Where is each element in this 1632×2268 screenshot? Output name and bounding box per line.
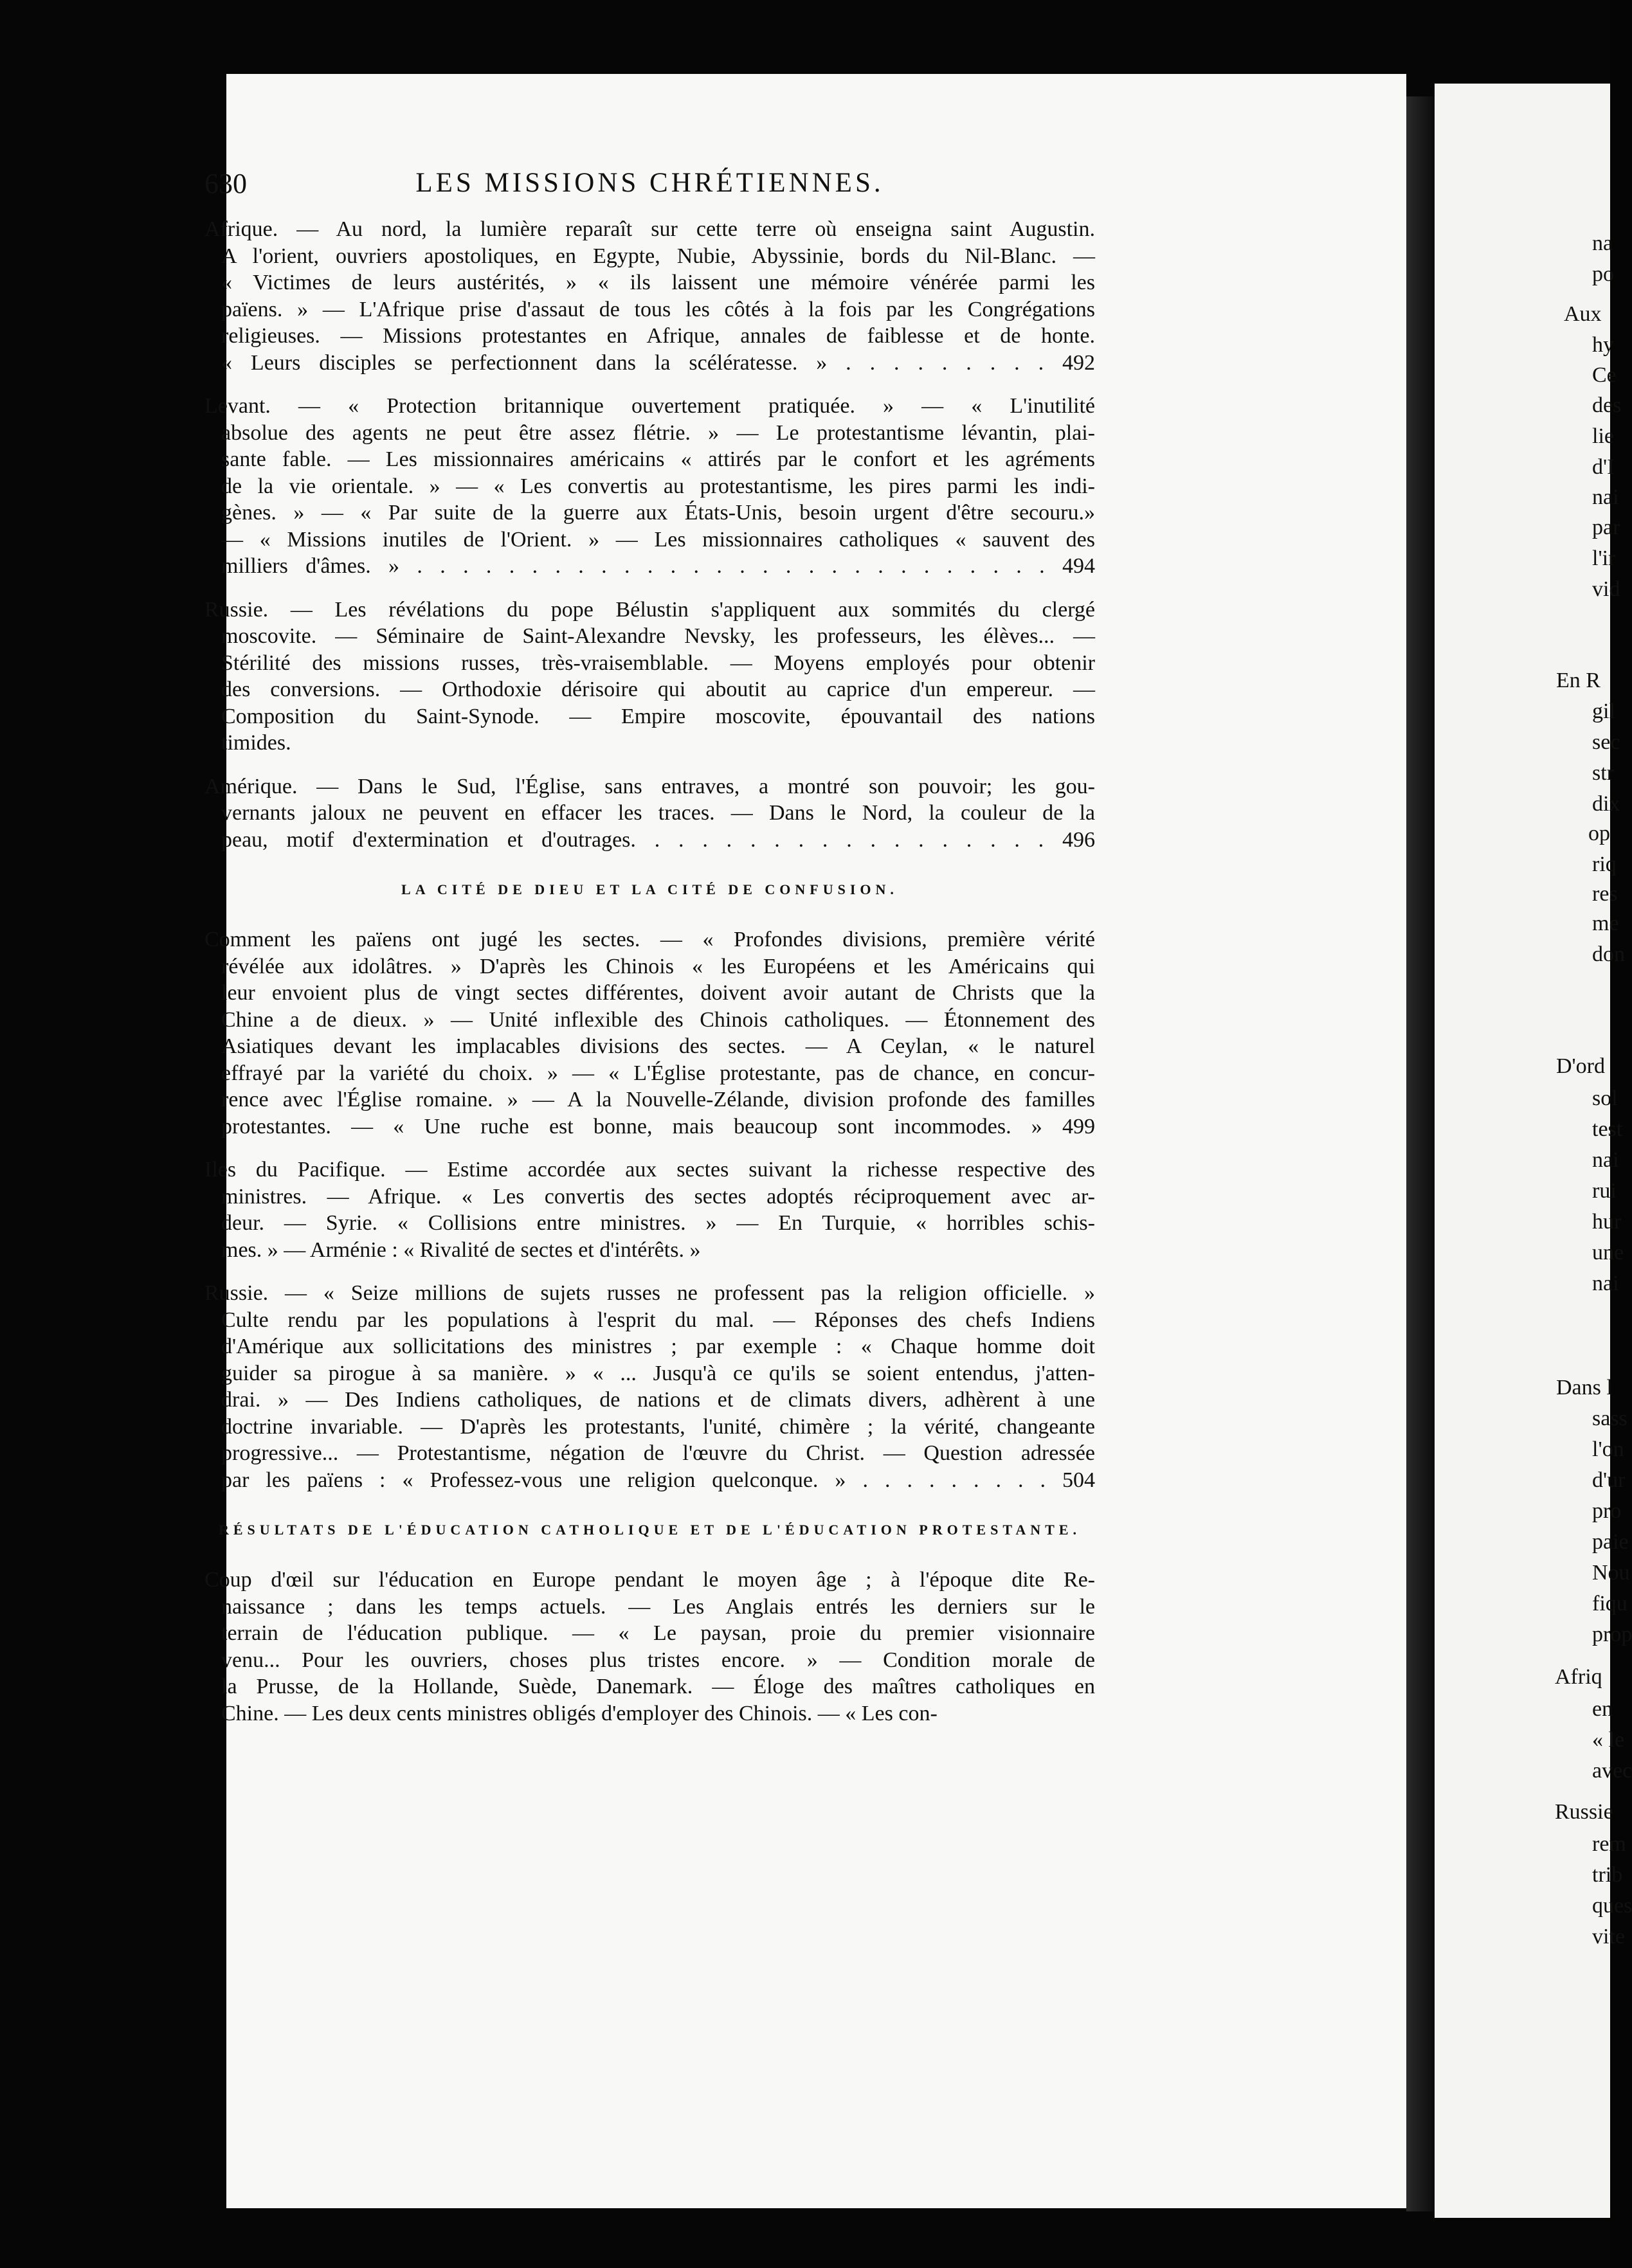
entry-line [204, 1280, 1095, 1307]
entry-text: la Prusse, de la Hollande, Suède, Danemark. — Éloge des maîtres catholiques en [221, 1675, 1095, 1698]
entry-line [204, 526, 1095, 554]
entry-text: Russie. — « Seize millions de sujets russes ne professent pas la religion officielle. » [204, 1281, 1095, 1305]
facing-page-fragment: riq [1592, 852, 1617, 876]
entry-text: Stérilité des missions russes, très-vraisemblable. — Moyens employés pour obtenir [221, 651, 1095, 675]
entry-text: Culte rendu par les populations à l'esprit du mal. — Réponses des chefs Indiens [221, 1308, 1095, 1332]
facing-page-fragment: l'on [1592, 1437, 1624, 1461]
facing-page-fragment: l'ir [1592, 546, 1616, 570]
list-item [204, 926, 1095, 1140]
entry-line [204, 1307, 1095, 1334]
facing-page-fragment: lie [1592, 424, 1614, 448]
list-item [204, 1156, 1095, 1263]
entry-line [204, 296, 1095, 323]
facing-page-fragment: sec [1592, 730, 1620, 754]
entry-line [204, 1156, 1095, 1184]
entry-text: païens. » — L'Afrique prise d'assaut de tous les côtés à la fois par les Congrégations [221, 297, 1095, 321]
entry-text: Coup d'œil sur l'éducation en Europe pendant le moyen âge ; à l'époque dite Re- [204, 1568, 1095, 1592]
facing-page-fragment: dix [1592, 792, 1620, 816]
entry-page-number: 494 [1062, 554, 1095, 578]
entry-text: protestantes. — « Une ruche est bonne, mais beaucoup sont incommodes. » [221, 1114, 1042, 1138]
facing-page-fragment: na [1592, 231, 1613, 255]
entry-page-number: 499 [1062, 1114, 1095, 1138]
entry-line [204, 1210, 1095, 1237]
facing-page-fragment: En R [1556, 669, 1600, 692]
entry-line [204, 1007, 1095, 1034]
facing-page-fragment: vid [1592, 577, 1620, 601]
list-item [204, 773, 1095, 854]
entry-text: moscovite. — Séminaire de Saint-Alexandre Nevsky, les professeurs, les élèves... — [221, 624, 1095, 648]
entry-text: Chine. — Les deux cents ministres obligés d'employer des Chinois. — « Les con- [221, 1701, 938, 1725]
list-item [204, 1567, 1095, 1727]
entry-text: terrain de l'éducation publique. — « Le paysan, proie du premier visionnaire [221, 1621, 1095, 1645]
entry-text: gènes. » — « Par suite de la guerre aux États-Unis, besoin urgent d'être secouru.» [221, 501, 1095, 525]
entry-text: naissance ; dans les temps actuels. — Les Anglais entrés les derniers sur le [221, 1594, 1095, 1619]
entry-line [204, 473, 1095, 500]
entry-text: Amérique. — Dans le Sud, l'Église, sans entraves, a montré son pouvoir; les gou- [204, 774, 1095, 798]
facing-page-fragment: Russie [1555, 1800, 1613, 1824]
entry-text: ministres. — Afrique. « Les convertis des sectes adoptés réciproquement avec ar- [221, 1184, 1095, 1209]
facing-page-fragment: hur [1592, 1210, 1622, 1234]
facing-page-fragment: paie [1592, 1530, 1629, 1554]
facing-page-fragment: par [1592, 516, 1620, 539]
entry-line [204, 597, 1095, 624]
facing-page-fragment: avec [1592, 1759, 1632, 1783]
entry-text: religieuses. — Missions protestantes en Afrique, annales de faiblesse et de honte. [221, 324, 1095, 348]
facing-page-fragment: rui [1592, 1179, 1617, 1203]
entry-line [204, 800, 1095, 827]
entry-line [204, 1414, 1095, 1441]
entry-line [204, 1113, 1095, 1140]
entry-text: deur. — Syrie. « Collisions entre ministres. » — En Turquie, « horribles schis- [221, 1211, 1095, 1235]
entry-line [204, 1360, 1095, 1387]
entry-text: drai. » — Des Indiens catholiques, de nations et de climats divers, adhèrent à une [221, 1388, 1095, 1412]
entry-line [204, 1673, 1095, 1700]
entry-line [204, 1387, 1095, 1414]
entry-text: guider sa pirogue à sa manière. » « ... Jusqu'à ce qu'ils se soient entendus, j'atten- [221, 1361, 1095, 1385]
entry-line [204, 1237, 1095, 1264]
entry-line [204, 323, 1095, 350]
entry-page-number: 504 [1062, 1468, 1095, 1492]
entry-line [204, 1700, 1095, 1727]
entry-line [204, 1333, 1095, 1360]
facing-page-fragment: rem [1592, 1832, 1626, 1856]
entry-line [204, 623, 1095, 650]
entry-line [204, 730, 1095, 757]
entry-line [204, 446, 1095, 473]
entry-text: sante fable. — Les missionnaires américains « attirés par le confort et les agréments [221, 447, 1095, 471]
entry-text: Chine a de dieux. » — Unité inflexible des Chinois catholiques. — Étonnement des [221, 1007, 1095, 1032]
entry-text: venu... Pour les ouvriers, choses plus tristes encore. » — Condition morale de [221, 1648, 1095, 1672]
entry-line [204, 773, 1095, 800]
entry-text: doctrine invariable. — D'après les protestants, l'unité, chimère ; la vérité, changeante [221, 1414, 1095, 1439]
entry-text: de la vie orientale. » — « Les convertis au protestantisme, les pires parmi les indi- [221, 474, 1095, 498]
facing-page-fragment: hy [1592, 333, 1614, 357]
entry-line [204, 1620, 1095, 1647]
entry-text: mes. » — Arménie : « Rivalité de sectes et d'intérêts. » [221, 1238, 701, 1262]
facing-page-fragment: me [1592, 912, 1619, 935]
facing-page-fragment: str [1592, 761, 1614, 785]
facing-page-fragment: don [1592, 942, 1625, 966]
entry-text: « Leurs disciples se perfectionnent dans la scélératesse. » . . . . . . . . . [221, 350, 1044, 375]
entry-line [204, 500, 1095, 526]
entry-text: rence avec l'Église romaine. » — A la Nouvelle-Zélande, division profonde des familles [221, 1088, 1095, 1112]
facing-page-fragment: trib [1592, 1863, 1623, 1887]
section-title: LA CITÉ DE DIEU ET LA CITÉ DE CONFUSION. [401, 881, 898, 897]
facing-page-fragment: Nou [1592, 1561, 1630, 1585]
entry-line [204, 1060, 1095, 1087]
entry-text: Asiatiques devant les implacables divisions des sectes. — A Ceylan, « le naturel [221, 1034, 1095, 1058]
entry-text: A l'orient, ouvriers apostoliques, en Egypte, Nubie, Abyssinie, bords du Nil-Blanc. — [221, 244, 1095, 268]
entry-line [204, 269, 1095, 296]
entry-text: leur envoient plus de vingt sectes différentes, doivent avoir autant de Christs que la [221, 981, 1095, 1005]
facing-page-fragment: pro [1592, 1499, 1622, 1523]
facing-page-fragment: po [1592, 262, 1614, 286]
facing-page-fragment: Ce [1592, 363, 1617, 387]
running-title: LES MISSIONS CHRÉTIENNES. [415, 168, 884, 198]
entry-text: timides. [221, 731, 291, 755]
entry-text: « Victimes de leurs austérités, » « ils laissent une mémoire vénérée parmi les [221, 271, 1095, 294]
entry-text: Russie. — Les révélations du pope Bélustin s'appliquent aux sommités du clergé [204, 597, 1095, 622]
entry-text: effrayé par la variété du choix. » — « L'Église protestante, pas de chance, en concur- [221, 1061, 1095, 1085]
facing-page-fragment: nai [1592, 1148, 1619, 1172]
table-of-contents [204, 216, 1095, 1743]
book-gutter [1406, 96, 1435, 2211]
entry-text: Afrique. — Au nord, la lumière reparaît sur cette terre où enseigna saint Augustin. [204, 217, 1095, 241]
entry-text: Composition du Saint-Synode. — Empire moscovite, épouvantail des nations [221, 704, 1095, 728]
facing-page-fragment: Dans l [1556, 1376, 1613, 1400]
facing-page-fragment: res [1592, 882, 1618, 906]
facing-page-fragment: en [1592, 1697, 1613, 1721]
entry-line [204, 553, 1095, 580]
entry-line [204, 1086, 1095, 1113]
facing-page-fragment: Aux [1564, 302, 1602, 326]
entry-line [204, 420, 1095, 447]
list-item [204, 393, 1095, 580]
entry-line [204, 1647, 1095, 1674]
entry-line [204, 1184, 1095, 1210]
list-item [204, 216, 1095, 376]
facing-page-fragment: des [1592, 393, 1622, 417]
entry-text: des conversions. — Orthodoxie dérisoire qui aboutit au caprice d'un empereur. — [221, 678, 1095, 701]
entry-line [204, 350, 1095, 377]
facing-page-fragment: ques [1592, 1894, 1632, 1918]
list-item [204, 1280, 1095, 1493]
facing-page-fragment: fiqu [1592, 1592, 1627, 1616]
facing-page-fragment: vite [1592, 1925, 1625, 1949]
facing-page-fragment: d'ur [1592, 1468, 1626, 1492]
entry-text: d'Amérique aux sollicitations des ministres ; par exemple : « Chaque homme doit [221, 1335, 1095, 1358]
facing-page-fragment: Afriq [1555, 1665, 1602, 1689]
facing-page-fragment: op [1588, 822, 1610, 845]
entry-text: peau, motif d'extermination et d'outrages. . . . . . . . . . . . . . . . . . [221, 827, 1044, 852]
entry-line [204, 1033, 1095, 1060]
facing-page-fragment: prop [1592, 1623, 1632, 1646]
facing-page [1435, 84, 1632, 2218]
list-item [204, 597, 1095, 757]
entry-line [204, 676, 1095, 703]
facing-page-fragment: sol [1592, 1086, 1618, 1110]
entry-line [204, 1567, 1095, 1594]
entry-line [204, 216, 1095, 243]
entry-text: Comment les païens ont jugé les sectes. — « Profondes divisions, première vérité [204, 928, 1095, 951]
entry-line [204, 953, 1095, 980]
facing-page-fragment: une [1592, 1241, 1624, 1264]
page-number: 630 [204, 168, 247, 199]
entry-line [204, 926, 1095, 953]
facing-page-fragment: « le [1592, 1728, 1625, 1752]
entry-text: absolue des agents ne peut être assez flétrie. » — Le protestantisme lévantin, plai- [221, 420, 1095, 445]
entry-text: vernants jaloux ne peuvent en effacer les traces. — Dans le Nord, la couleur de la [221, 801, 1095, 825]
entry-line [204, 1594, 1095, 1621]
entry-page-number: 492 [1062, 350, 1096, 375]
entry-line [204, 650, 1095, 677]
entry-text: — « Missions inutiles de l'Orient. » — Les missionnaires catholiques « sauvent des [221, 527, 1095, 552]
entry-line [204, 980, 1095, 1007]
facing-page-fragment: sass [1592, 1407, 1627, 1430]
facing-page-fragment: nai [1592, 485, 1619, 509]
entry-line [204, 393, 1095, 420]
section-title: RÉSULTATS DE L'ÉDUCATION CATHOLIQUE ET DE L'ÉDUCATION PROTESTANTE. [219, 1522, 1081, 1538]
entry-line [204, 1440, 1095, 1467]
facing-page-fragment: D'ord [1556, 1054, 1606, 1078]
entry-text: révélée aux idolâtres. » D'après les Chinois « les Européens et les Américains qui [221, 954, 1095, 978]
page-header [204, 167, 1095, 206]
facing-page-fragment: gil [1592, 699, 1615, 723]
entry-line [204, 827, 1095, 854]
facing-page-fragment: nai [1592, 1272, 1619, 1295]
entry-text: par les païens : « Professez-vous une religion quelconque. » . . . . . . . . . [221, 1468, 1046, 1492]
facing-page-fragment: test [1592, 1117, 1623, 1141]
entry-text: Levant. — « Protection britannique ouvertement pratiquée. » — « L'inutilité [204, 394, 1095, 418]
entry-page-number: 496 [1062, 827, 1095, 852]
facing-page-fragment: d'I [1592, 455, 1615, 479]
entry-line [204, 243, 1095, 270]
entry-text: Iles du Pacifique. — Estime accordée aux sectes suivant la richesse respective des [204, 1158, 1095, 1182]
entry-line [204, 703, 1095, 730]
entry-text: milliers d'âmes. » . . . . . . . . . . . . . . . . . . . . . . . . . . . . [221, 554, 1045, 578]
entry-text: progressive... — Protestantisme, négation de l'œuvre du Christ. — Question adressée [221, 1441, 1095, 1465]
entry-line [204, 1467, 1095, 1494]
